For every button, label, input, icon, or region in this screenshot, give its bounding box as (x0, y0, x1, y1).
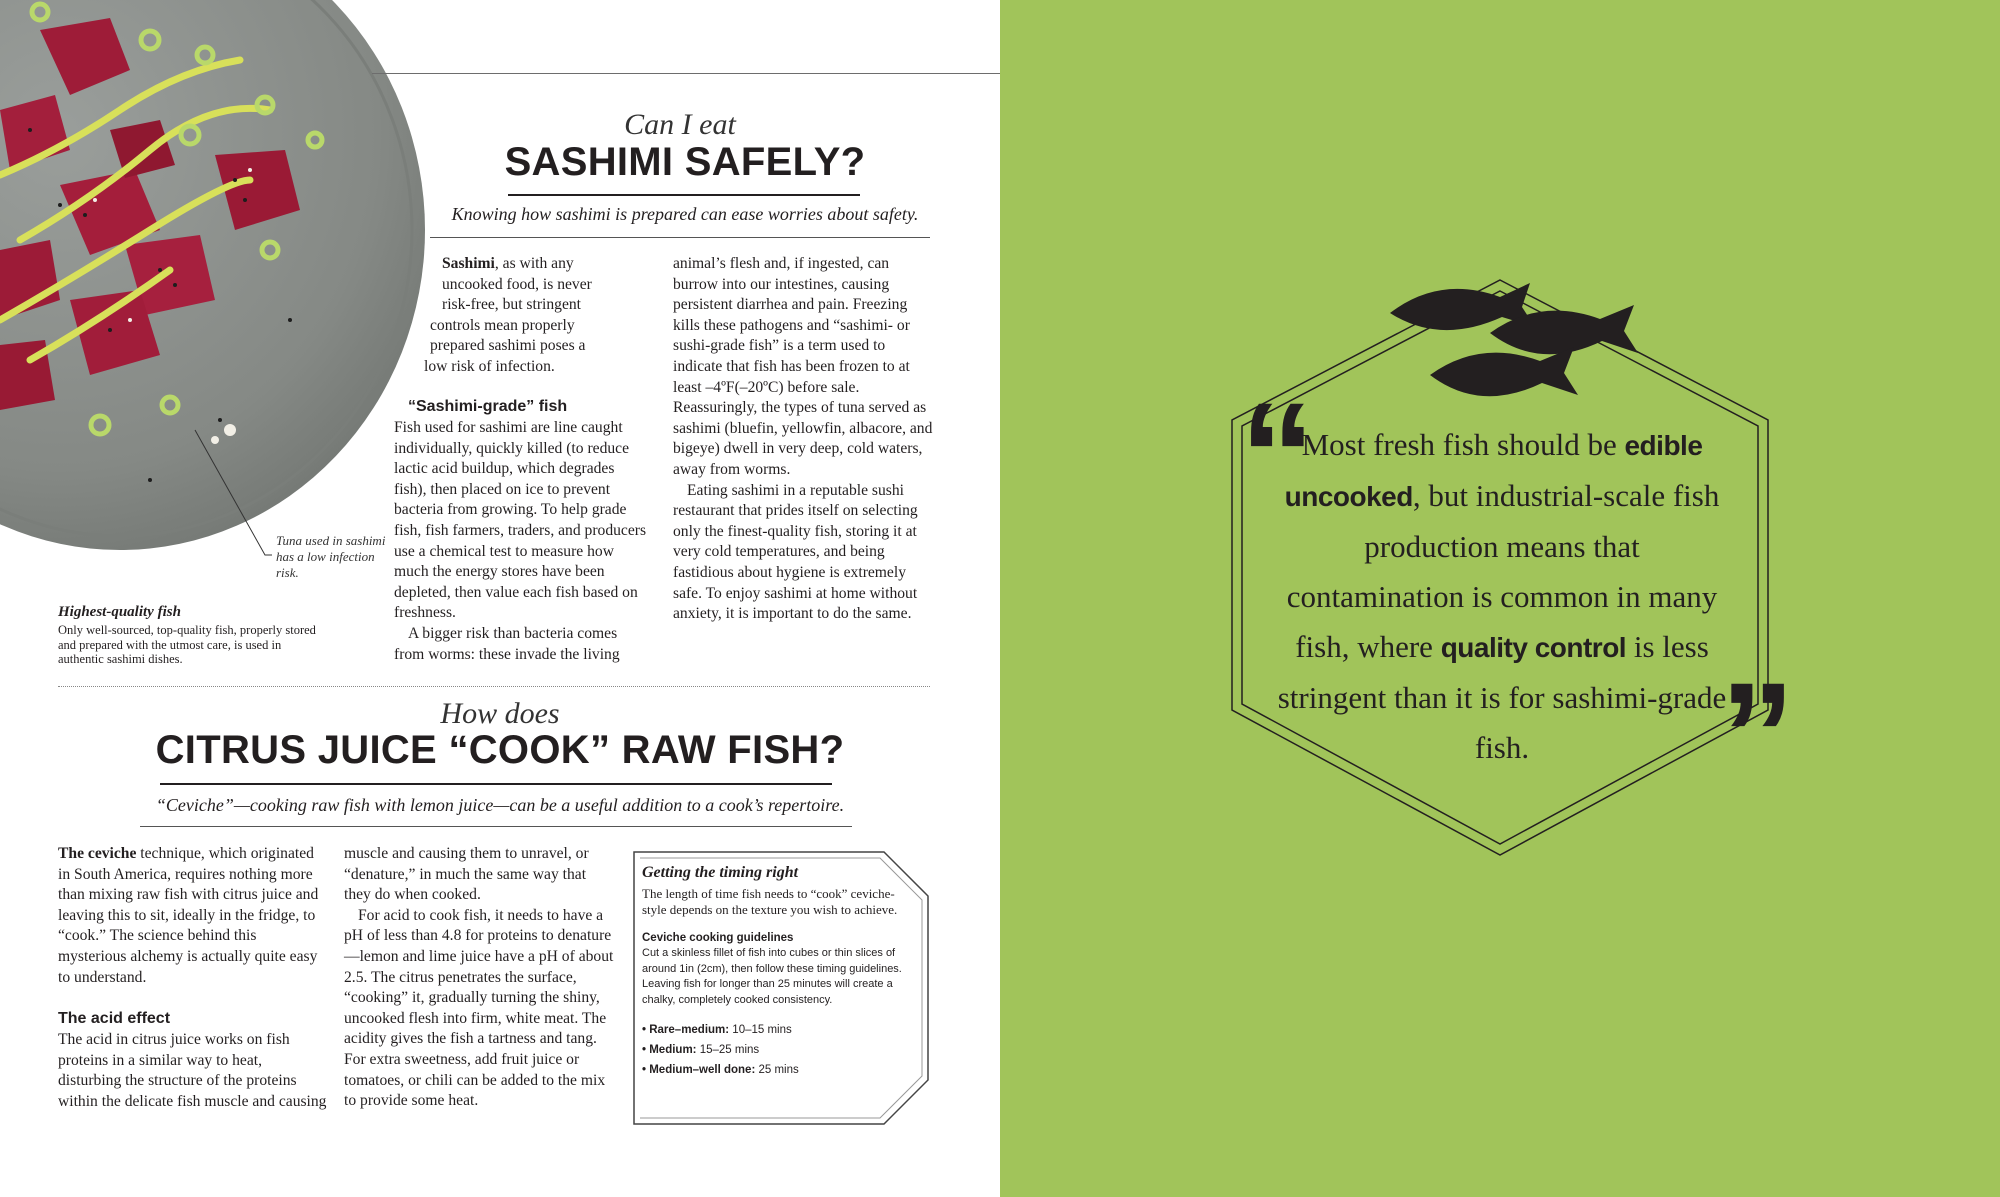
timing-list (642, 1020, 910, 1080)
subhead-sashimi-grade: “Sashimi-grade” fish (408, 398, 568, 415)
quote-text-part: is less stringent than it is for sashimi-grade fish. (1277, 629, 1727, 765)
timing-item-value: 25 mins (755, 1064, 799, 1076)
ceviche-intro-text: technique, which originated in South America, requires nothing more than mixing raw fish with citrus juice and leaving this to sit, ideally in the fridge, to “cook.” The science behind this mysterious alchemy is actually quite easy to understand. (58, 845, 319, 986)
quote-text-part: , but industrial-scale fish production means that contamination is common in many fish, where (1286, 478, 1720, 664)
plate (0, 0, 425, 550)
ceviche-standfirst: “Ceviche”—cooking raw fish with lemon juice—can be a useful addition to a cook’s repertoire. (155, 795, 845, 815)
caption-title: Highest-quality fish (58, 604, 181, 620)
ceviche-left-column (58, 844, 328, 1112)
caption-body: Only well-sourced, top-quality fish, properly stored and prepared with the utmost care, is used in authentic sashimi dishes. (58, 623, 316, 666)
list-item (642, 1020, 910, 1040)
timing-item-label: • Medium: (642, 1044, 697, 1056)
sashimi-standfirst: Knowing how sashimi is prepared can ease worries about safety. (451, 204, 919, 224)
sashimi-grade-paragraph: Fish used for sashimi are line caught individually, quickly killed (to reduce lactic acid buildup, which degrades fish), then placed on ice to prevent bacteria from growing. To help grade fish, fish farmers, traders, and producers use a chemical test to measure how much the energy stores have been depleted, then value each fish based on freshness. (394, 419, 647, 622)
ceviche-kicker: How does (440, 697, 560, 730)
close-quote-mark: ” (1720, 651, 1795, 819)
right-page-quote-panel (1000, 0, 2000, 1197)
quote-highlight: edible uncooked (1284, 430, 1703, 512)
quote-text-part: Most fresh fish should be (1301, 427, 1625, 462)
timing-sidebar-box (632, 850, 930, 1126)
intro-line: low risk of infection. (424, 357, 555, 375)
list-item (642, 1060, 910, 1080)
ceviche-standfirst-rule (140, 826, 852, 827)
timing-item-value: 10–15 mins (729, 1024, 792, 1036)
sashimi-eating-paragraph: Eating sashimi in a reputable sushi restaurant that prides itself on selecting only the finest-quality fish, storing it at very cold temperatures, and being fastidious about hygiene is extremely safe. To enjoy sashimi at home without anxiety, it is important to do the same. (673, 481, 918, 623)
ceviche-ph-paragraph: For acid to cook fish, it needs to have a pH of less than 4.8 for proteins to denature—lemon and lime juice have a pH of about 2.5. The citrus penetrates the surface, “cooking” it, gradually turning the shiny, uncooked flesh into firm, white meat. The acidity gives the fish a tartness and tang. For extra sweetness, add fruit juice or tomatoes, or chili can be added to the mix to provide some heat. (344, 906, 614, 1110)
section-divider (58, 686, 930, 687)
photo-callout: Tuna used in sashimi has a low infection risk. (276, 533, 386, 580)
open-quote-mark: “ (1240, 371, 1315, 539)
sashimi-worms-paragraph: A bigger risk than bacteria comes from worms: these invade the living (394, 624, 620, 663)
subhead-acid-effect: The acid effect (58, 1010, 171, 1028)
ceviche-middle-column (344, 844, 614, 1112)
sashimi-worms-continued: animal’s flesh and, if ingested, can burrow into our intestines, causing persistent diarrhea and pain. Freezing kills these pathogens and “sashimi- or sushi-grade fish” is a term used to indicate that fish has been frozen to at least –4ºF(–20ºC) before sale. Reassuringly, the types of tuna served as sashimi (bluefin, yellowfin, albacore, and bigeye) dwell in very deep, cold waters, away from worms. (673, 255, 933, 478)
ceviche-acid-paragraph: The acid in citrus juice works on fish proteins in a similar way to heat, disturbing the structure of the proteins within the delicate fish muscle and causing (58, 1031, 327, 1110)
ceviche-headline: CITRUS JUICE “COOK” RAW FISH? (155, 728, 845, 772)
timing-text: The length of time fish needs to “cook” ceviche-style depends on the texture you wish to achieve. (642, 886, 898, 917)
ceviche-intro (58, 844, 328, 988)
intro-line: uncooked food, is never (442, 275, 592, 293)
sashimi-left-column (394, 396, 650, 665)
sashimi-intro (394, 254, 664, 378)
ceviche-intro-lead: The ceviche (58, 845, 137, 862)
fish-icon (1430, 347, 1578, 396)
quote-highlight: quality control (1440, 632, 1627, 663)
sashimi-headline: SASHIMI SAFELY? (504, 140, 866, 184)
sashimi-kicker: Can I eat (624, 108, 736, 141)
sashimi-intro-lead: Sashimi (442, 255, 495, 272)
intro-line: , as with any (494, 255, 574, 272)
top-rule (372, 73, 1000, 74)
intro-line: prepared sashimi poses a (430, 337, 586, 355)
timing-subhead: Ceviche cooking guidelines (642, 932, 794, 944)
intro-line: controls mean properly (430, 316, 575, 334)
ceviche-headline-rule (160, 783, 832, 785)
fish-school-icon (1380, 275, 1680, 415)
sashimi-standfirst-rule (430, 237, 930, 238)
sashimi-headline-rule (508, 194, 860, 196)
timing-title: Getting the timing right (642, 864, 799, 881)
list-item (642, 1040, 910, 1060)
timing-item-value: 15–25 mins (696, 1044, 760, 1056)
intro-line: risk-free, but stringent (442, 296, 582, 314)
sashimi-right-column (673, 254, 935, 668)
pull-quote (1272, 420, 1732, 773)
timing-item-label: • Medium–well done: (642, 1064, 756, 1076)
ceviche-acid-continued: muscle and causing them to unravel, or “denature,” in much the same way that they do when cooked. (344, 845, 589, 904)
plate-illustration (0, 0, 430, 565)
timing-guidelines: Cut a skinless fillet of fish into cubes or thin slices of around 1in (2cm), then follow these timing guidelines. Leaving fish for longer than 25 minutes will create a chalky, completely cooked consistency. (642, 947, 902, 1006)
timing-item-label: • Rare–medium: (642, 1024, 730, 1036)
tuna-sashimi-photo (0, 0, 430, 565)
